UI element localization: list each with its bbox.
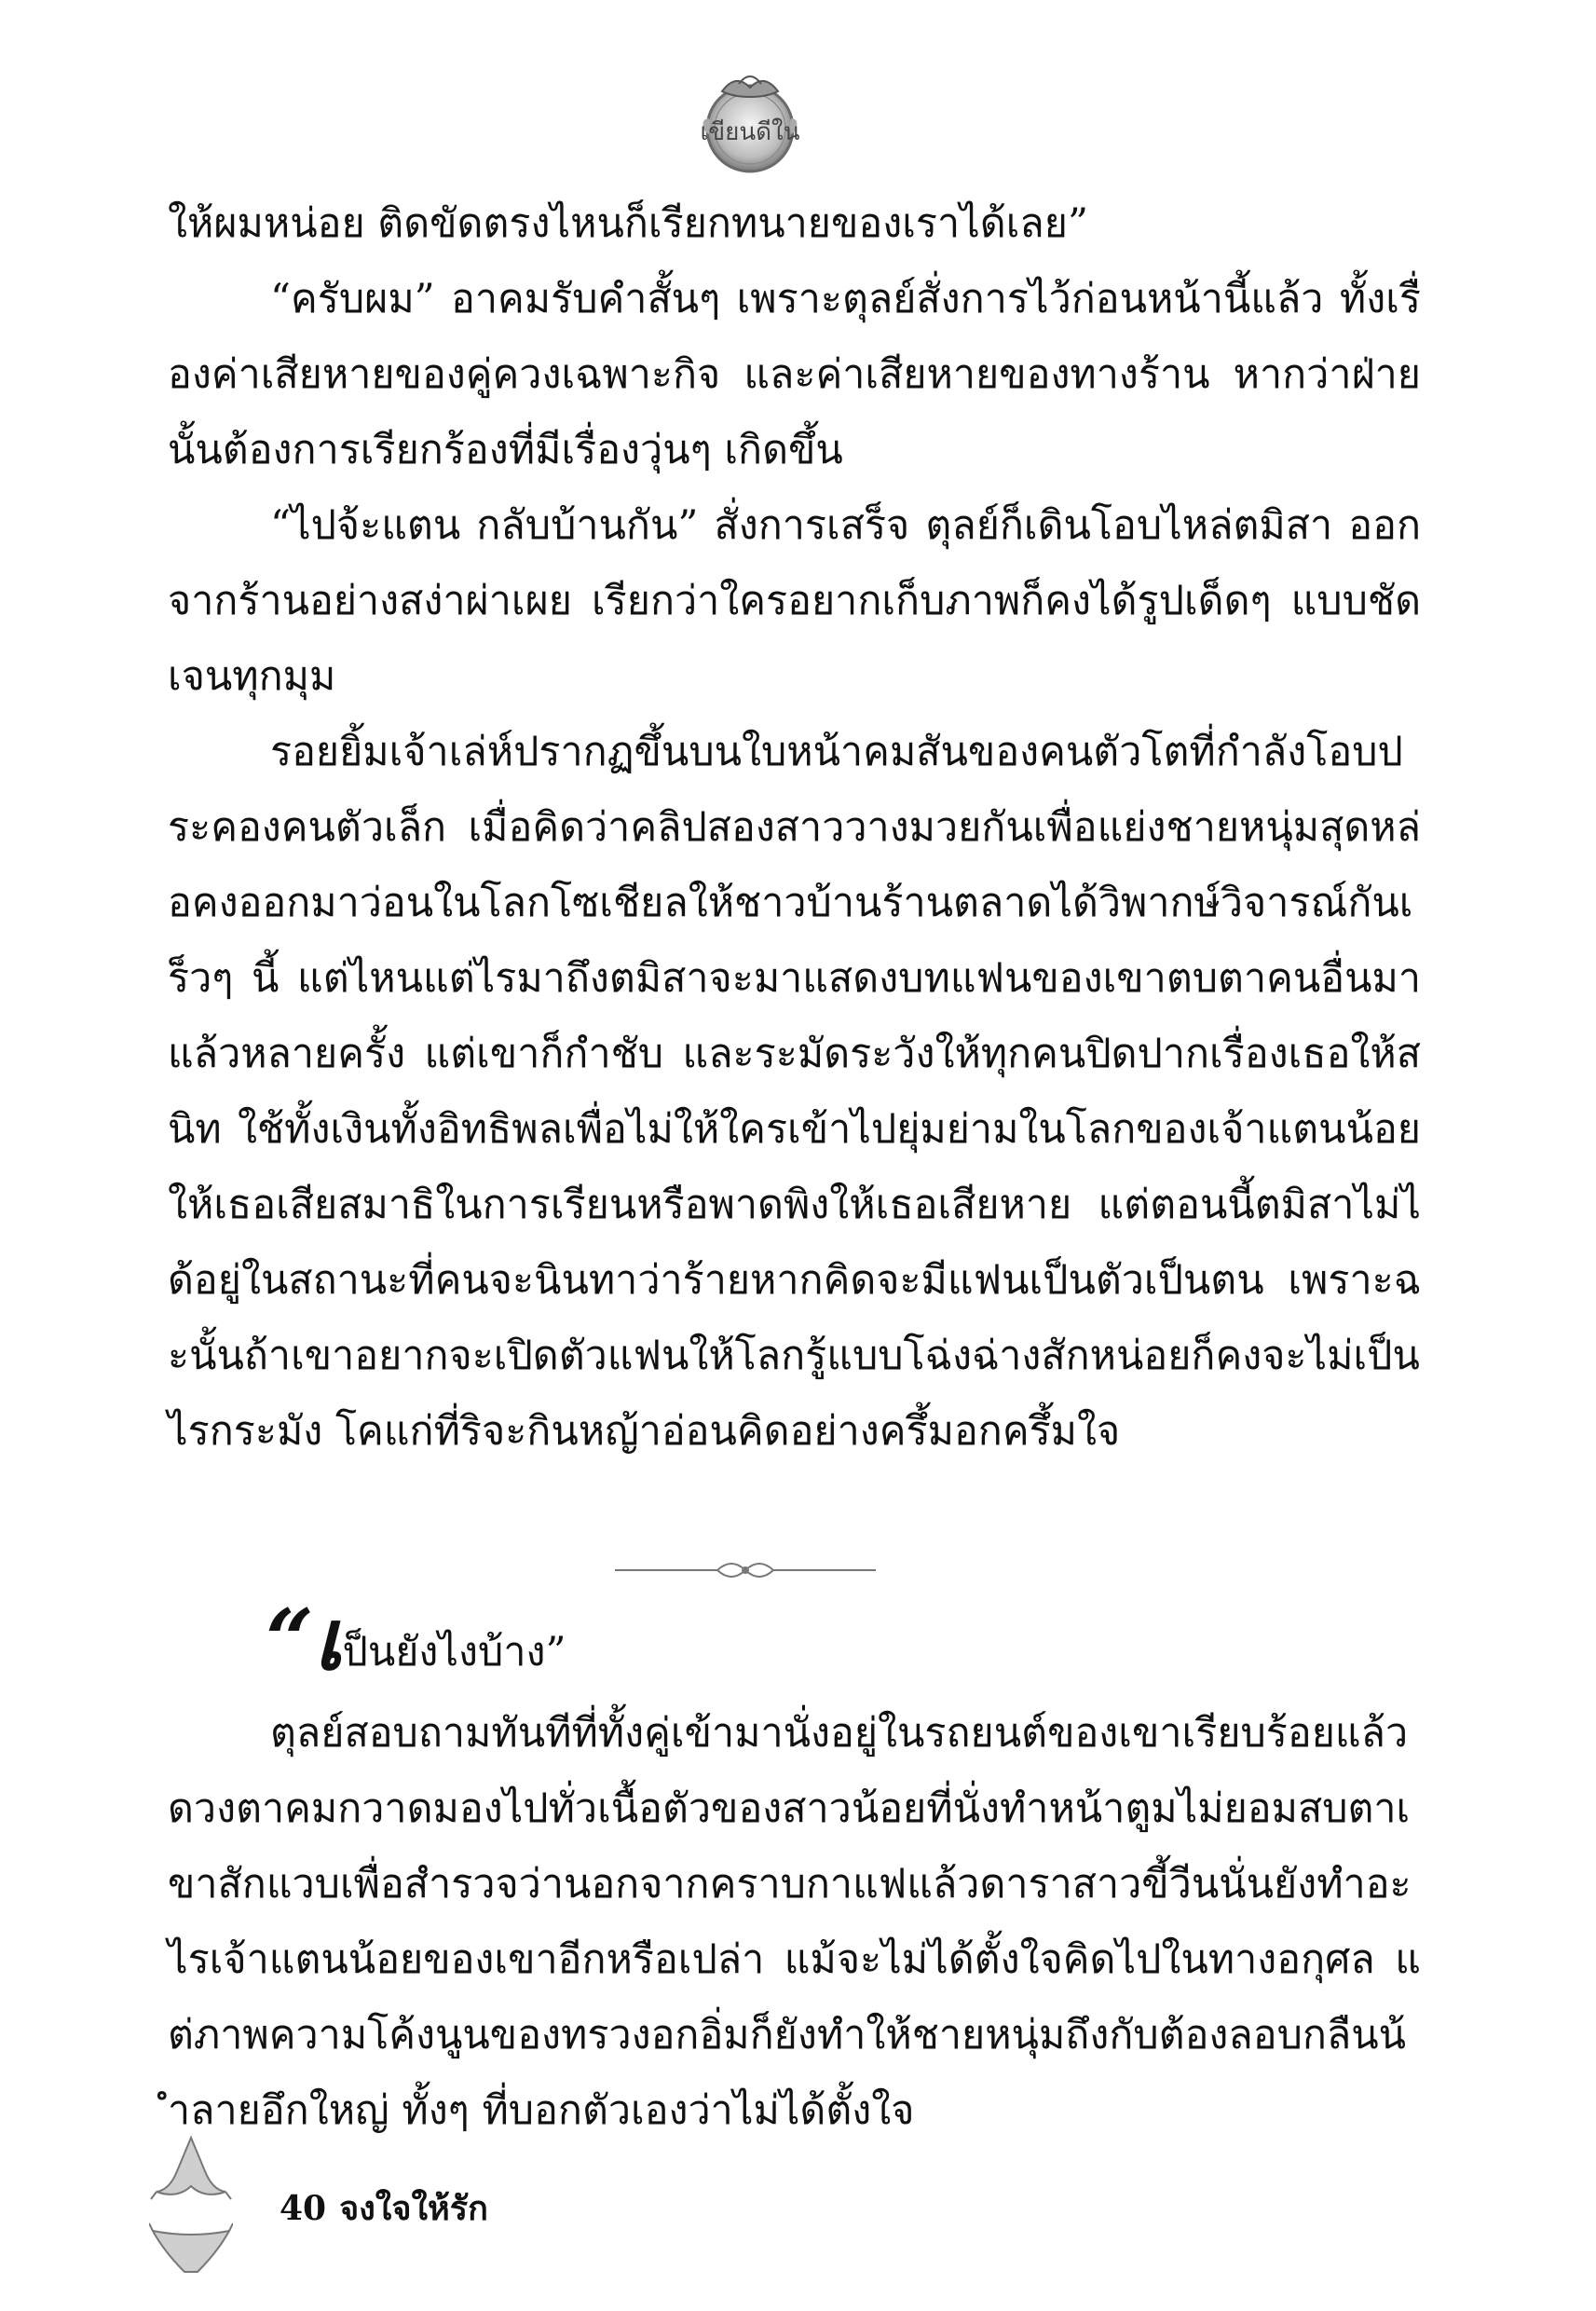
emblem-text: เขียนดีใน [700,118,800,146]
paragraph-3: “ไปจ้ะแตน กลับบ้านกัน” สั่งการเสร็จ ตุลย์ก็เดินโอบไหล่ตมิสา ออกจากร้านอย่างสง่าผ่าเผย เรียกว่าใครอยากเก็บภาพก็คงได้รูปเด็ดๆ แบบชัดเจนทุกมุม [168,502,1421,700]
opening-quote: “ [266,1591,314,1689]
section-heading [266,1591,1421,1696]
main-text-block [168,186,1421,1470]
drop-cap-letter: เ [313,1591,343,1689]
section-two [168,1591,1421,2149]
section-two-paragraph: ตุลย์สอบถามทันทีที่ทั้งคู่เข้ามานั่งอยู่ในรถยนต์ของเขาเรียบร้อยแล้ว ดวงตาคมกวาดมองไปทั่วเนื้อตัวของสาวน้อยที่นั่งทำหน้าตูมไม่ยอมสบตาเขาสักแวบเพื่อสำรวจว่านอกจากคราบกาแฟแล้วดาราสาวขี้วีนนั่นยังทำอะไรเจ้าแตนน้อยของเขาอีกหรือเปล่า แม้จะไม่ได้ตั้งใจคิดไปในทางอกุศล แต่ภาพความโค้งนูนของทรวงอกอิ่มก็ยังทำให้ชายหนุ่มถึงกับต้องลอบกลืนน้ำลายอึกใหญ่ ทั้งๆ ที่บอกตัวเองว่าไม่ได้ตั้งใจ [168,1710,1421,2134]
heading-text: ป็นยังไงบ้าง” [342,1629,566,1675]
book-title: จงใจให้รัก [339,2189,488,2228]
paragraph-4: รอยยิ้มเจ้าเล่ห์ปรากฏขึ้นบนใบหน้าคมสันของคนตัวโตที่กำลังโอบประคองคนตัวเล็ก เมื่อคิดว่าคลิปสองสาววางมวยกันเพื่อแย่งชายหนุ่มสุดหล่อคงออกมาว่อนในโลกโซเชียลให้ชาวบ้านร้านตลาดได้วิพากษ์วิจารณ์กันเร็วๆ นี้ แต่ไหนแต่ไรมาถึงตมิสาจะมาแสดงบทแฟนของเขาตบตาคนอื่นมาแล้วหลายครั้ง แต่เขาก็กำชับ และระมัดระวังให้ทุกคนปิดปากเรื่องเธอให้สนิท ใช้ทั้งเงินทั้งอิทธิพลเพื่อไม่ให้ใครเข้าไปยุ่มย่ามในโลกของเจ้าแตนน้อยให้เธอเสียสมาธิในการเรียนหรือพาดพิงให้เธอเสียหาย แต่ตอนนี้ตมิสาไม่ได้อยู่ในสถานะที่คนจะนินทาว่าร้ายหากคิดจะมีแฟนเป็นตัวเป็นตน เพราะฉะนั้นถ้าเขาอยากจะเปิดตัวแฟนให้โลกรู้แบบโฉ่งฉ่างสักหน่อยก็คงจะไม่เป็นไรกระมัง โคแก่ที่ริจะกินหญ้าอ่อนคิดอย่างครึ้มอกครึ้มใจ [168,729,1421,1455]
paragraph-2: “ครับผม” อาคมรับคำสั้นๆ เพราะตุลย์สั่งการไว้ก่อนหน้านี้แล้ว ทั้งเรื่องค่าเสียหายของคู่ควงเฉพาะกิจ และค่าเสียหายของทางร้าน หากว่าฝ่ายนั้นต้องการเรียกร้องที่มีเรื่องวุ่นๆ เกิดขึ้น [168,276,1421,473]
page-number: 40 [280,2189,327,2228]
paragraph-1: ให้ผมหน่อย ติดขัดตรงไหนก็เรียกทนายของเราได้เลย” [168,200,1088,247]
ornamental-divider-icon [615,1552,876,1589]
ornamental-crest-icon [685,56,815,186]
bikini-icon [149,2134,233,2283]
page-footer [280,2185,501,2232]
